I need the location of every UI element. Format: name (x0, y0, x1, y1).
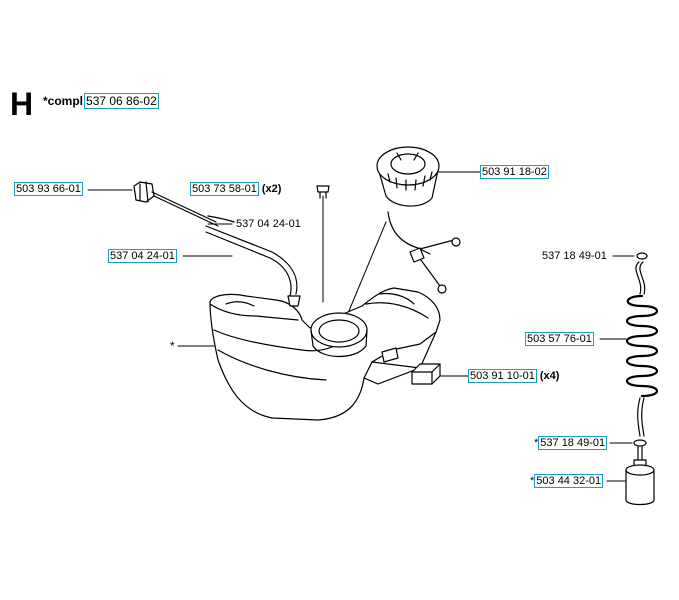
fuel-filter-assembly-drawing (626, 253, 657, 505)
part-label-503-57-76-01 (525, 333, 594, 346)
part-label-503-91-18-02 (480, 166, 549, 179)
part-number[interactable]: 537 18 49-01 (540, 437, 606, 449)
part-number[interactable]: 503 57 76-01 (527, 333, 592, 345)
part-label-537-04-24-01-plain (236, 218, 301, 231)
section-letter: H (10, 86, 34, 122)
compl-prefix: *compl (43, 94, 84, 108)
part-number: 537 18 49-01 (542, 250, 607, 262)
part-number[interactable]: 537 04 24-01 (110, 250, 175, 262)
quantity: (x2) (261, 183, 282, 195)
asterisk: * (534, 437, 539, 449)
part-label-503-93-66-01 (14, 183, 83, 196)
part-label-503-73-58-01 (190, 183, 281, 196)
filter-pad-drawing (412, 364, 440, 384)
part-number[interactable]: 503 91 18-02 (482, 166, 547, 178)
part-number[interactable]: 503 91 10-01 (470, 370, 535, 382)
part-label-537-04-24-01 (108, 250, 177, 263)
fuel-hose-drawing (134, 182, 300, 306)
tank-asterisk: * (170, 339, 175, 353)
part-label-503-91-10-01 (468, 370, 559, 383)
part-label-503-44-32-01 (530, 475, 603, 488)
part-number: 537 04 24-01 (236, 218, 301, 230)
part-number[interactable]: 503 93 66-01 (16, 183, 81, 195)
complete-assembly-label (43, 94, 159, 108)
asterisk: * (530, 475, 535, 487)
part-number[interactable]: 503 44 32-01 (536, 475, 602, 487)
part-number[interactable]: 503 73 58-01 (192, 183, 257, 195)
quantity: (x4) (539, 370, 560, 382)
fuel-tank-drawing (210, 288, 440, 420)
part-label-537-18-49-01-plain (542, 250, 607, 263)
compl-part-number[interactable]: 537 06 86-02 (86, 94, 157, 108)
fuel-cap-drawing (377, 147, 460, 293)
part-label-537-18-49-01 (534, 437, 607, 450)
